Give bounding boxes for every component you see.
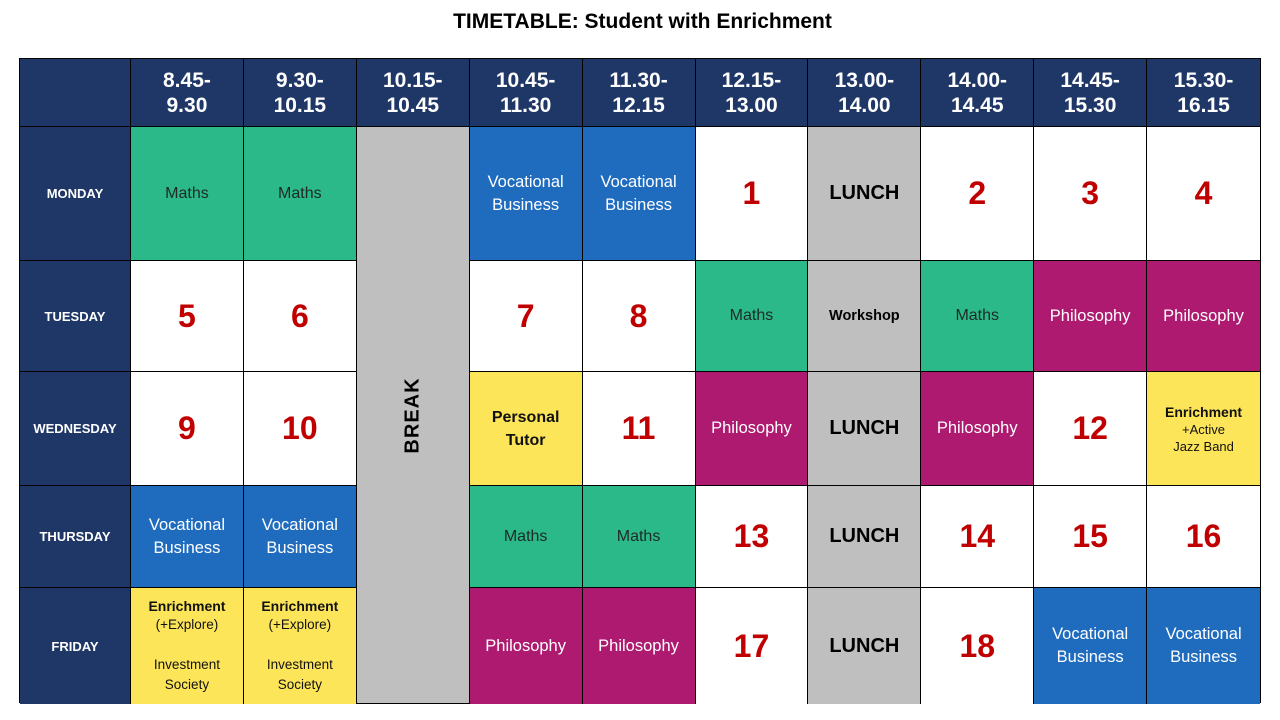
- slot-text: Philosophy: [485, 636, 566, 655]
- enrichment-slot: [131, 588, 244, 704]
- time-slot-header: [696, 59, 809, 127]
- slot-text: Maths: [503, 527, 548, 545]
- slot-text: Philosophy: [1049, 306, 1131, 325]
- time-slot-label: 15.30: [1063, 93, 1117, 117]
- corner-header: [20, 59, 131, 127]
- time-slot-label: 10.45-: [495, 68, 556, 92]
- free-period-number: [1147, 127, 1260, 261]
- maths-lesson: [696, 261, 809, 372]
- time-slot-label: 11.30: [499, 93, 552, 117]
- time-slot-header: [583, 59, 696, 127]
- time-slot-label: 8.45-: [163, 68, 211, 92]
- slot-text: 10: [282, 410, 318, 446]
- time-slot-header: [357, 59, 470, 127]
- time-slot-label: 9.30-: [275, 68, 324, 92]
- free-period-number: [1147, 486, 1260, 588]
- time-slot-label: 15.30-: [1173, 68, 1234, 92]
- time-slot-header: [921, 59, 1034, 127]
- free-period-number: [1034, 127, 1147, 261]
- slot-text: LUNCH: [829, 525, 900, 547]
- philosophy-lesson: [1147, 261, 1260, 372]
- free-period-number: [470, 261, 583, 372]
- slot-text: Business: [1056, 648, 1124, 666]
- time-slot-label: 14.45-: [1060, 68, 1120, 92]
- break-column: [357, 127, 470, 704]
- philosophy-lesson: [1034, 261, 1147, 372]
- time-slot-header: [244, 59, 357, 127]
- day-label-tuesday: TUESDAY: [20, 261, 131, 372]
- slot-text: Maths: [955, 307, 1000, 324]
- vocational-business-lesson: [1034, 588, 1147, 704]
- vocational-business-lesson: [583, 127, 696, 261]
- time-slot-label: 12.15: [612, 93, 665, 117]
- time-slot-header: [1147, 59, 1260, 127]
- slot-text: 3: [1081, 175, 1100, 211]
- slot-text: Maths: [616, 527, 661, 545]
- lunch-slot: [808, 486, 921, 588]
- slot-text: Workshop: [829, 308, 900, 324]
- slot-text: LUNCH: [829, 634, 900, 657]
- enrichment-detail: Jazz Band: [1173, 438, 1234, 454]
- slot-text: Philosophy: [598, 636, 679, 655]
- slot-text: 12: [1072, 410, 1108, 446]
- maths-lesson: [131, 127, 244, 261]
- time-slot-header: [808, 59, 921, 127]
- maths-lesson: [470, 486, 583, 588]
- slot-text: 15: [1072, 518, 1108, 554]
- free-period-number: [244, 372, 357, 486]
- enrichment-detail: (+Explore): [155, 617, 219, 632]
- time-slot-label: 14.00-: [947, 68, 1008, 92]
- slot-text: Vocational: [600, 172, 677, 191]
- free-period-number: [696, 486, 809, 588]
- enrichment-slot: [244, 588, 357, 704]
- free-period-number: [244, 261, 357, 372]
- slot-text: 4: [1194, 175, 1213, 211]
- time-slot-label: 10.45: [386, 93, 440, 117]
- free-period-number: [131, 372, 244, 486]
- free-period-number: [583, 372, 696, 486]
- slot-text: 7: [516, 297, 535, 334]
- time-slot-label: 12.15-: [721, 68, 782, 92]
- maths-lesson: [921, 261, 1034, 372]
- slot-text: Vocational: [487, 172, 564, 191]
- enrichment-detail: Society: [277, 677, 322, 692]
- philosophy-lesson: [921, 372, 1034, 486]
- slot-text: Business: [492, 195, 560, 214]
- slot-text: 13: [733, 518, 770, 554]
- free-period-number: [131, 261, 244, 372]
- free-period-number: [921, 486, 1034, 588]
- enrichment-detail: +Active: [1182, 421, 1226, 437]
- slot-text: Tutor: [505, 431, 546, 449]
- slot-text: Philosophy: [1163, 306, 1244, 325]
- enrichment-title: Enrichment: [148, 598, 226, 614]
- slot-text: LUNCH: [829, 182, 900, 204]
- slot-text: 9: [178, 410, 196, 446]
- slot-text: 11: [621, 410, 656, 446]
- vocational-business-lesson: [470, 127, 583, 261]
- time-slot-label: 10.15: [273, 93, 327, 117]
- free-period-number: [583, 261, 696, 372]
- enrichment-detail: Investment: [153, 657, 220, 672]
- time-slot-header: [131, 59, 244, 127]
- slot-text: Business: [266, 538, 334, 557]
- slot-text: Business: [153, 538, 221, 557]
- day-label-thursday: THURSDAY: [20, 486, 131, 588]
- time-slot-label: 14.45: [950, 93, 1004, 117]
- vocational-business-lesson: [131, 486, 244, 588]
- slot-text: 5: [178, 297, 196, 334]
- workshop-slot: [808, 261, 921, 372]
- lunch-slot: [808, 372, 921, 486]
- enrichment-detail: Investment: [266, 657, 333, 672]
- enrichment-detail: [185, 635, 189, 655]
- philosophy-lesson: [583, 588, 696, 704]
- slot-text: 16: [1185, 518, 1222, 554]
- vocational-business-lesson: [1147, 588, 1260, 704]
- time-slot-label: 10.15-: [382, 68, 443, 92]
- slot-text: Maths: [278, 184, 322, 202]
- enrichment-detail: (+Explore): [268, 617, 332, 632]
- philosophy-lesson: [696, 372, 809, 486]
- enrichment-slot: [1147, 372, 1260, 486]
- slot-text: 17: [733, 627, 770, 664]
- slot-text: 2: [968, 175, 987, 211]
- time-slot-header: [470, 59, 583, 127]
- page-title: TIMETABLE: Student with Enrichment: [453, 10, 832, 33]
- slot-text: Personal: [491, 408, 560, 426]
- slot-text: Maths: [729, 307, 774, 324]
- free-period-number: [921, 127, 1034, 261]
- slot-text: 8: [629, 297, 648, 334]
- day-label-wednesday: WEDNESDAY: [20, 372, 131, 486]
- personal-tutor-slot: [470, 372, 583, 486]
- free-period-number: [696, 127, 809, 261]
- slot-text: 6: [290, 297, 309, 334]
- slot-text: Business: [605, 195, 673, 214]
- break-label: BREAK: [401, 376, 424, 454]
- free-period-number: [1034, 372, 1147, 486]
- vocational-business-lesson: [244, 486, 357, 588]
- slot-text: Philosophy: [936, 419, 1018, 437]
- time-slot-label: 9.30: [166, 93, 208, 117]
- day-label-friday: FRIDAY: [20, 588, 131, 704]
- slot-text: LUNCH: [829, 417, 900, 439]
- slot-text: 1: [742, 175, 761, 211]
- time-slot-label: 13.00: [725, 93, 778, 117]
- free-period-number: [1034, 486, 1147, 588]
- slot-text: Maths: [165, 184, 209, 202]
- slot-text: Philosophy: [711, 419, 792, 437]
- free-period-number: [696, 588, 809, 704]
- slot-text: Vocational: [261, 515, 338, 534]
- time-slot-label: 11.30-: [609, 68, 668, 92]
- time-slot-label: 16.15: [1177, 93, 1230, 117]
- slot-text: Vocational: [148, 515, 226, 534]
- free-period-number: [921, 588, 1034, 704]
- enrichment-title: Enrichment: [261, 598, 339, 614]
- lunch-slot: [808, 588, 921, 704]
- enrichment-detail: [298, 635, 302, 655]
- time-slot-header: [1034, 59, 1147, 127]
- enrichment-detail: Society: [164, 677, 210, 692]
- maths-lesson: [583, 486, 696, 588]
- slot-text: 14: [959, 518, 996, 554]
- slot-text: Vocational: [1165, 625, 1242, 643]
- timetable-grid: [19, 58, 1261, 703]
- maths-lesson: [244, 127, 357, 261]
- time-slot-label: 14.00: [838, 93, 891, 117]
- slot-text: Vocational: [1052, 625, 1129, 643]
- time-slot-label: 13.00-: [834, 68, 895, 92]
- slot-text: 18: [959, 627, 996, 664]
- enrichment-title: Enrichment: [1165, 403, 1243, 420]
- slot-text: Business: [1170, 648, 1238, 666]
- lunch-slot: [808, 127, 921, 261]
- day-label-monday: MONDAY: [20, 127, 131, 261]
- philosophy-lesson: [470, 588, 583, 704]
